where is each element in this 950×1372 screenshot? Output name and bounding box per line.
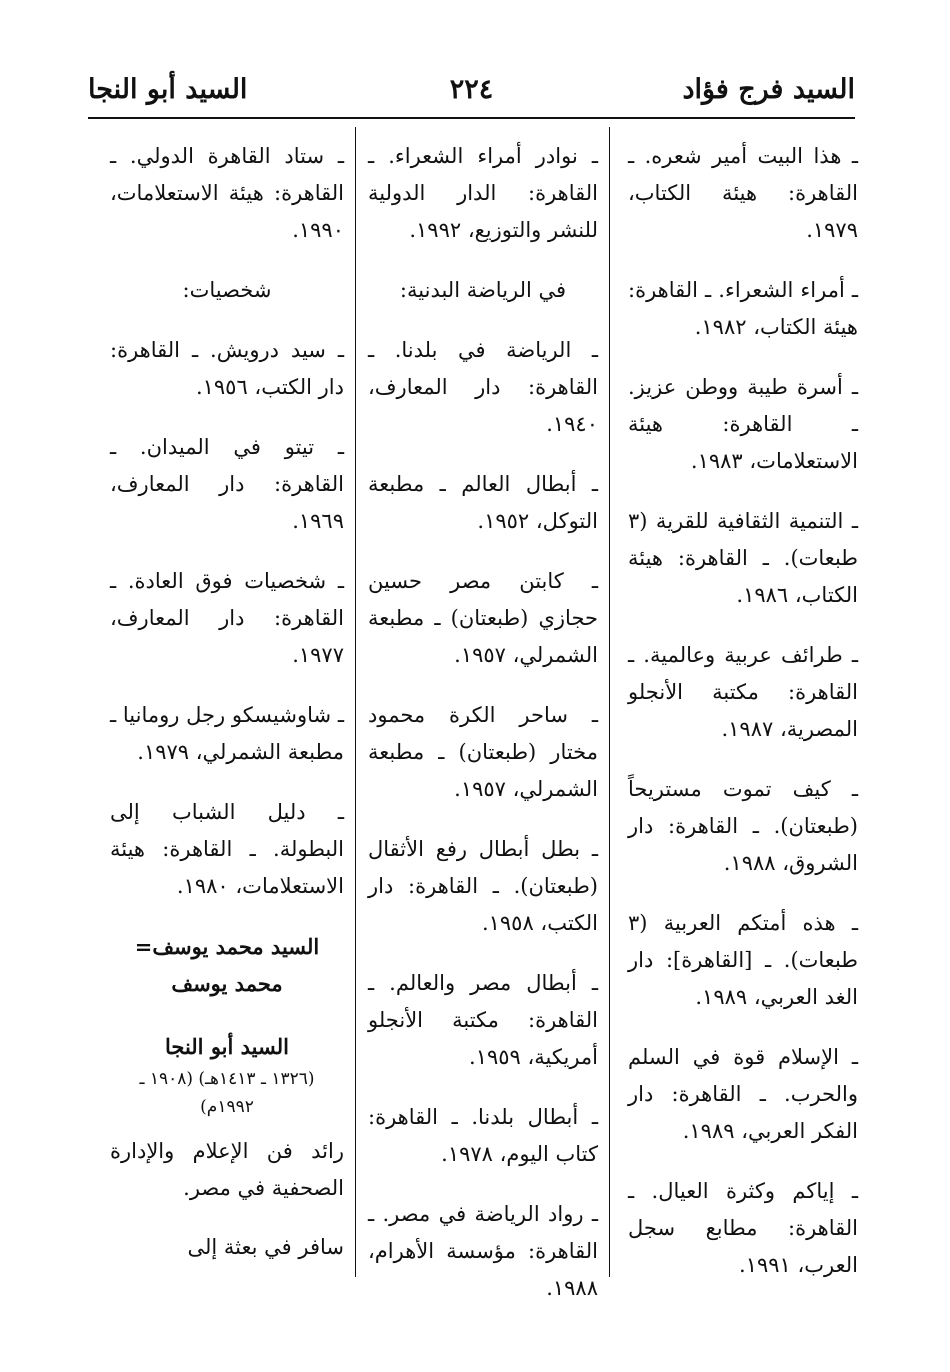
bibliography-entry: ـ بطل أبطال رفع الأثقال (طبعتان). ـ القاهرة: دار الكتب، ١٩٥٨. (368, 837, 598, 935)
bibliography-entry: ـ كابتن مصر حسين حجازي (طبعتان) ـ مطبعة الشمرلي، ١٩٥٧. (368, 569, 598, 667)
column-divider-right (609, 127, 610, 1277)
column-right (628, 138, 858, 1288)
running-head-right: السيد فرج فؤاد (682, 74, 855, 105)
bibliography-entry: ـ نوادر أمراء الشعراء. ـ القاهرة: الدار الدولية للنشر والتوزيع، ١٩٩٢. (368, 144, 598, 242)
bibliography-entry: ـ شاوشيسكو رجل رومانيا ـ مطبعة الشمرلي، ١٩٧٩. (110, 703, 344, 764)
bibliography-entry: ـ ساحر الكرة محمود مختار (طبعتان) ـ مطبعة الشمرلي، ١٩٥٧. (368, 703, 598, 801)
biography-text: رائد فن الإعلام والإدارة الصحفية في مصر. (110, 1139, 344, 1200)
bibliography-entry: ـ ستاد القاهرة الدولي. ـ القاهرة: هيئة الاستعلامات، ١٩٩٠. (110, 144, 344, 242)
bibliography-entry: ـ هذه أمتكم العربية (٣ طبعات). ـ [القاهرة]: دار الغد العربي، ١٩٨٩. (628, 911, 858, 1009)
column-divider-left (355, 127, 356, 1277)
bibliography-entry: ـ هذا البيت أمير شعره. ـ القاهرة: هيئة الكتاب، ١٩٧٩. (628, 144, 858, 242)
bibliography-entry: ـ أبطال العالم ـ مطبعة التوكل، ١٩٥٢. (368, 472, 598, 533)
page-number: ٢٢٤ (449, 74, 494, 105)
header-rule (88, 117, 855, 119)
biography-name: السيد أبو النجا (164, 1034, 289, 1059)
running-head-left: السيد أبو النجا (88, 74, 248, 105)
bibliography-entry: ـ دليل الشباب إلى البطولة. ـ القاهرة: هيئة الاستعلامات، ١٩٨٠. (110, 800, 344, 898)
column-left (110, 138, 344, 1288)
section-heading: شخصيات: (182, 278, 272, 302)
biography-dates: (١٣٢٦ ـ ١٤١٣هـ) (١٩٠٨ ـ ١٩٩٢م) (139, 1069, 315, 1117)
bibliography-entry: ـ أسرة طيبة ووطن عزيز. ـ القاهرة: هيئة الاستعلامات، ١٩٨٣. (628, 375, 858, 473)
bibliography-entry: ـ كيف تموت مستريحاً (طبعتان). ـ القاهرة: دار الشروق، ١٩٨٨. (628, 777, 858, 875)
bibliography-entry: ـ الإسلام قوة في السلم والحرب. ـ القاهرة: دار الفكر العربي، ١٩٨٩. (628, 1045, 858, 1143)
page-header (88, 70, 855, 110)
bibliography-entry: ـ أبطال بلدنا. ـ القاهرة: كتاب اليوم، ١٩٧٨. (368, 1105, 598, 1166)
bibliography-entry: ـ شخصيات فوق العادة. ـ القاهرة: دار المعارف، ١٩٧٧. (110, 569, 344, 667)
bibliography-entry: ـ تيتو في الميدان. ـ القاهرة: دار المعارف، ١٩٦٩. (110, 435, 344, 533)
bibliography-entry: ـ طرائف عربية وعالمية. ـ القاهرة: مكتبة الأنجلو المصرية، ١٩٨٧. (628, 643, 858, 741)
bibliography-entry: ـ أمراء الشعراء. ـ القاهرة: هيئة الكتاب، ١٩٨٢. (628, 278, 858, 339)
bibliography-entry: ـ رواد الرياضة في مصر. ـ القاهرة: مؤسسة الأهرام، ١٩٨٨. (368, 1202, 598, 1300)
bibliography-entry: ـ الرياضة في بلدنا. ـ القاهرة: دار المعارف، ١٩٤٠. (368, 338, 598, 436)
section-heading: في الرياضة البدنية: (399, 278, 567, 302)
cross-reference: السيد محمد يوسف= محمد يوسف (134, 934, 320, 996)
column-middle (368, 138, 598, 1300)
bibliography-entry: ـ سيد درويش. ـ القاهرة: دار الكتب، ١٩٥٦. (110, 338, 344, 399)
bibliography-entry: ـ أبطال مصر والعالم. ـ القاهرة: مكتبة الأنجلو أمريكية، ١٩٥٩. (368, 971, 598, 1069)
biography-text: سافر في بعثة إلى (187, 1235, 344, 1259)
bibliography-entry: ـ إياكم وكثرة العيال. ـ القاهرة: مطابع سجل العرب، ١٩٩١. (628, 1179, 858, 1277)
bibliography-entry: ـ التنمية الثقافية للقرية (٣ طبعات). ـ القاهرة: هيئة الكتاب، ١٩٨٦. (628, 509, 858, 607)
